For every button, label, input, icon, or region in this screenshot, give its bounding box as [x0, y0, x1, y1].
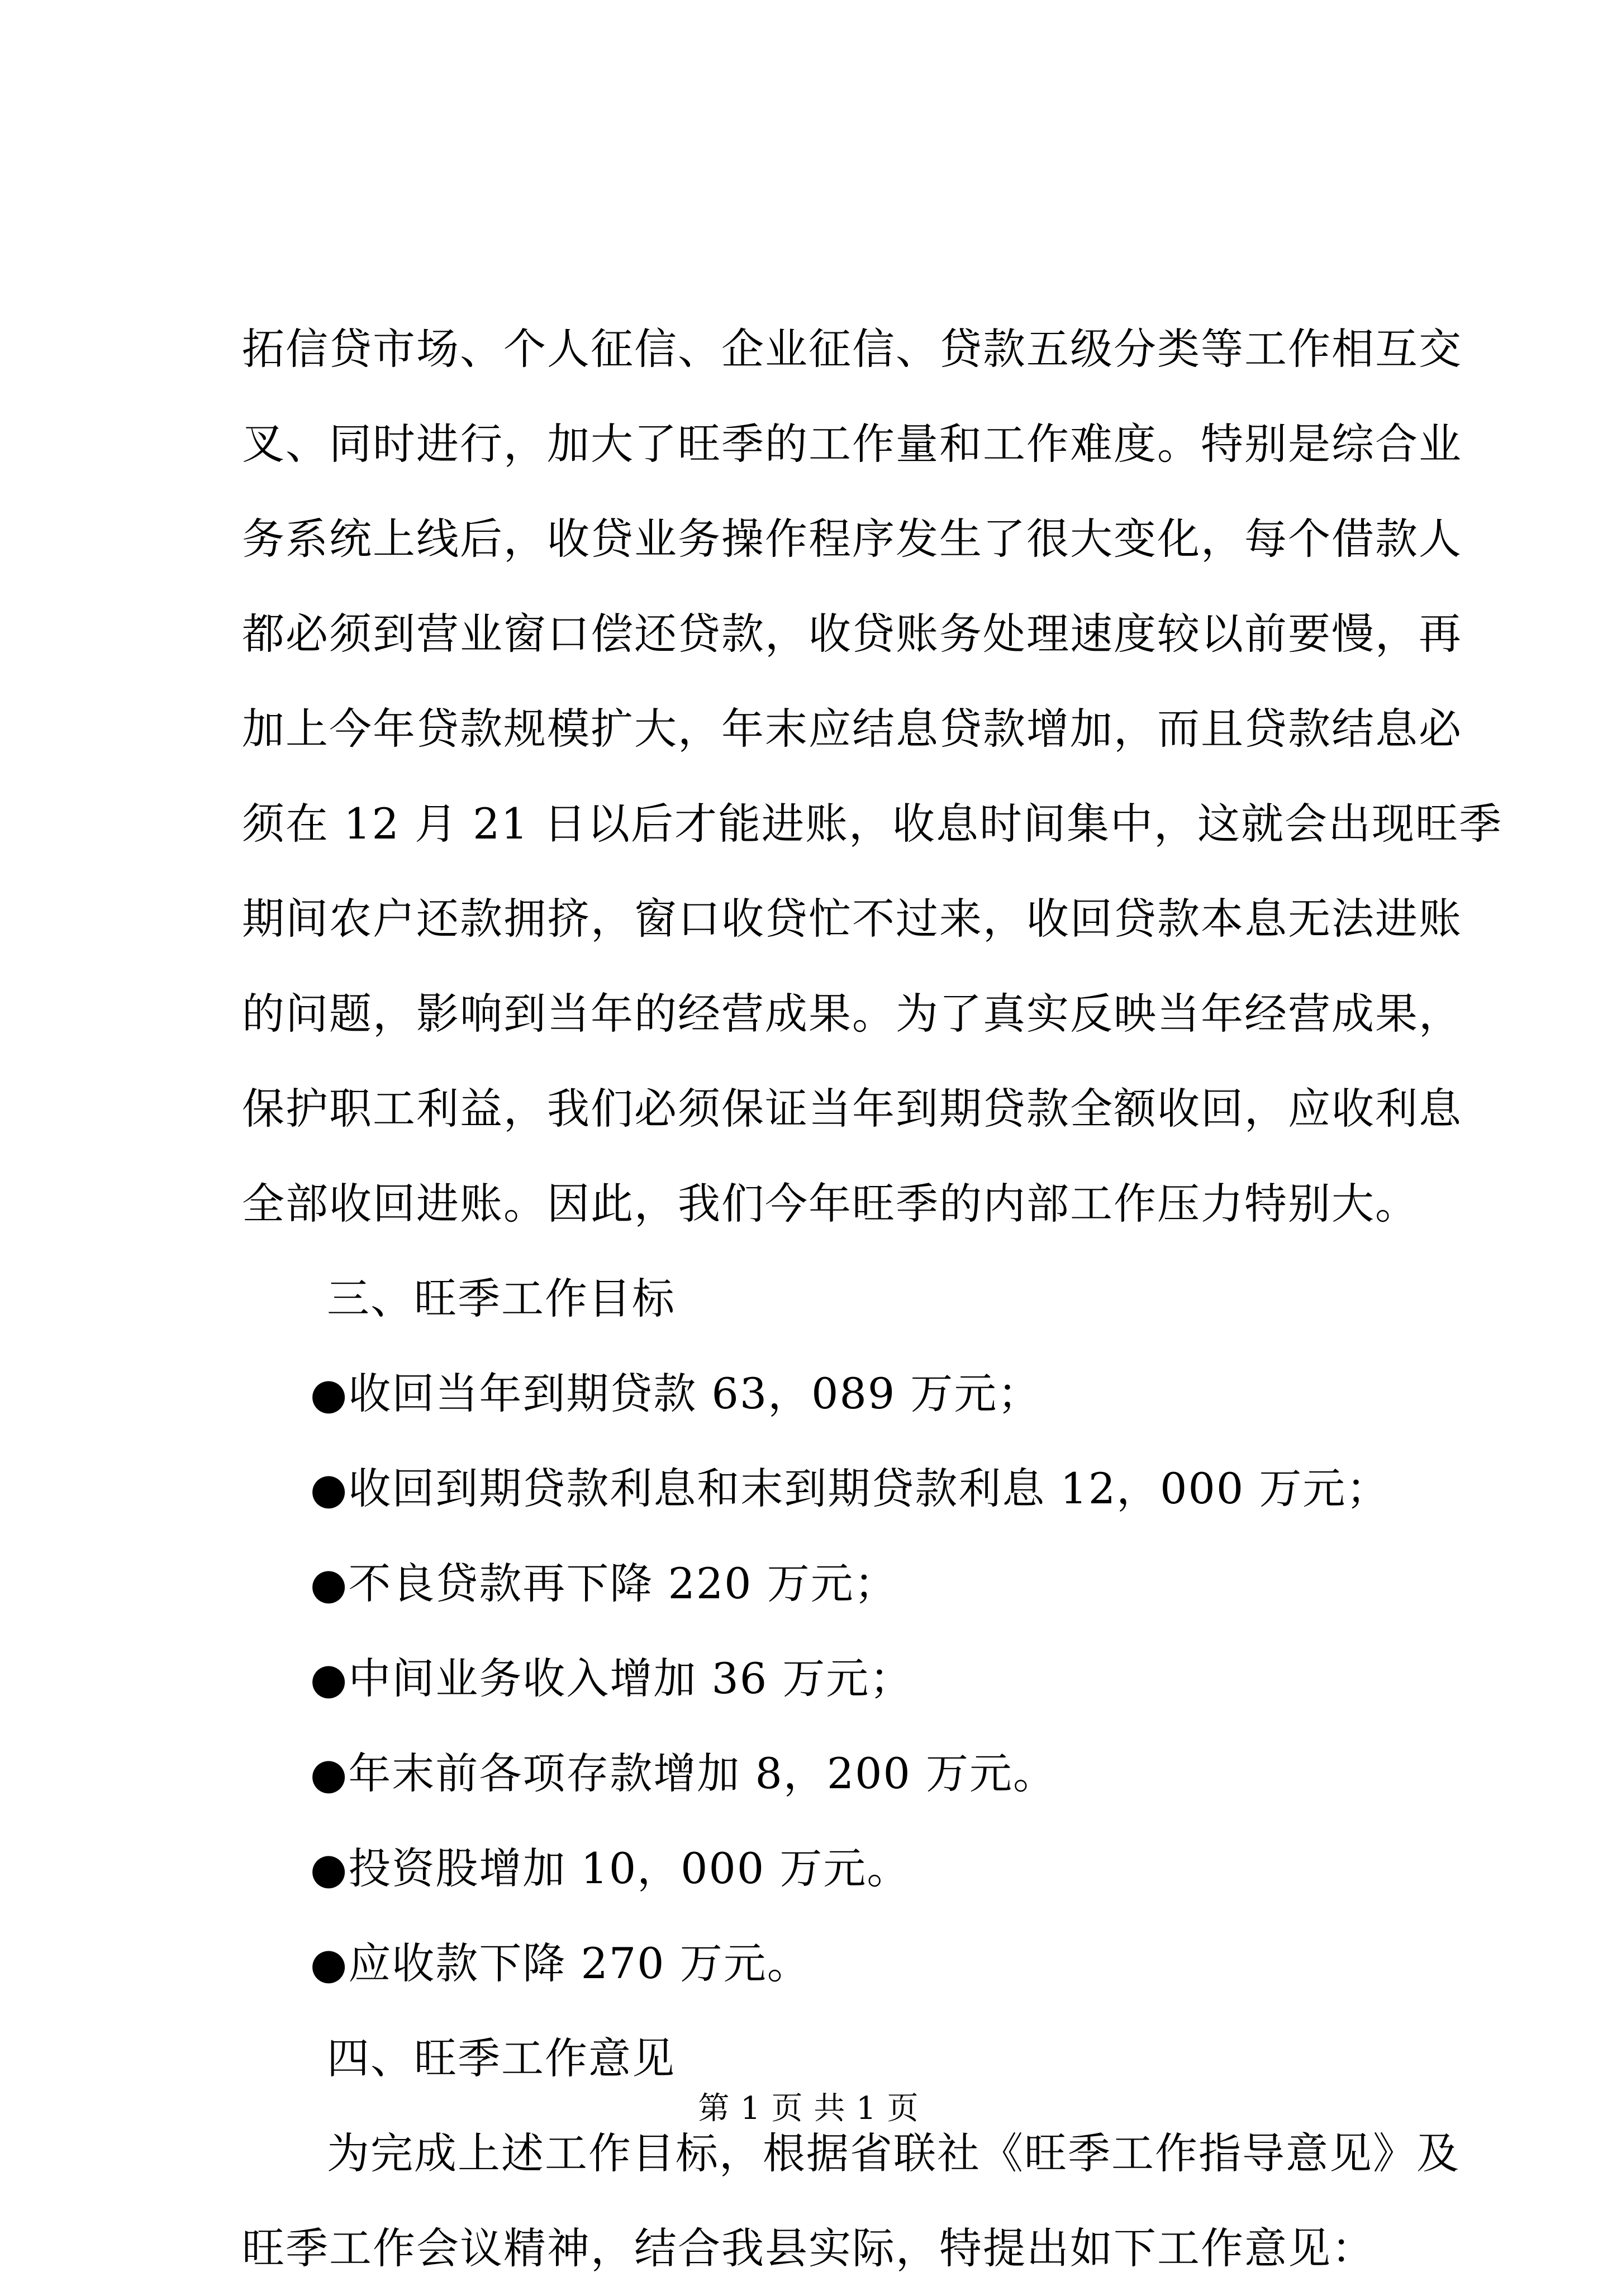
paragraph-line: 的问题，影响到当年的经营成果。为了真实反映当年经营成果， — [242, 989, 1462, 1039]
target-item: ●不良贷款再下降 220 万元； — [310, 1559, 898, 1608]
paragraph-line: 加上今年贷款规模扩大，年末应结息贷款增加，而且贷款结息必 — [242, 704, 1462, 754]
target-item: ●应收款下降 270 万元。 — [310, 1938, 811, 1988]
target-item: ●投资股增加 10，000 万元。 — [310, 1844, 911, 1893]
page-number-footer: 第 1 页 共 1 页 — [698, 2090, 919, 2127]
target-item: ●年末前各项存款增加 8，200 万元。 — [310, 1749, 1057, 1798]
section-heading-opinions: 四、旺季工作意见 — [327, 2033, 676, 2083]
target-item: ●收回当年到期贷款 63，089 万元； — [310, 1369, 1041, 1418]
paragraph-line: 叉、同时进行，加大了旺季的工作量和工作难度。特别是综合业 — [242, 419, 1462, 469]
paragraph-line: 务系统上线后，收贷业务操作程序发生了很大变化，每个借款人 — [242, 514, 1462, 564]
paragraph-line: 期间农户还款拥挤，窗口收贷忙不过来，收回贷款本息无法进账 — [242, 894, 1462, 944]
target-item: ●中间业务收入增加 36 万元； — [310, 1654, 914, 1703]
target-item: ●收回到期贷款利息和末到期贷款利息 12，000 万元； — [310, 1464, 1390, 1513]
paragraph-line: 保护职工利益，我们必须保证当年到期贷款全额收回，应收利息 — [242, 1084, 1462, 1133]
paragraph-line: 拓信贷市场、个人征信、企业征信、贷款五级分类等工作相互交 — [242, 324, 1462, 374]
paragraph-line: 都必须到营业窗口偿还贷款，收贷账务处理速度较以前要慢，再 — [242, 609, 1462, 659]
paragraph-line: 须在 12 月 21 日以后才能进账，收息时间集中，这就会出现旺季 — [242, 799, 1503, 849]
paragraph-line: 旺季工作会议精神，结合我县实际，特提出如下工作意见： — [242, 2223, 1375, 2273]
document-body — [242, 302, 1503, 2296]
section-heading-targets: 三、旺季工作目标 — [327, 1274, 676, 1323]
paragraph-line: 为完成上述工作目标，根据省联社《旺季工作指导意见》及 — [327, 2128, 1460, 2178]
paragraph-line: 全部收回进账。因此，我们今年旺季的内部工作压力特别大。 — [242, 1179, 1419, 1228]
